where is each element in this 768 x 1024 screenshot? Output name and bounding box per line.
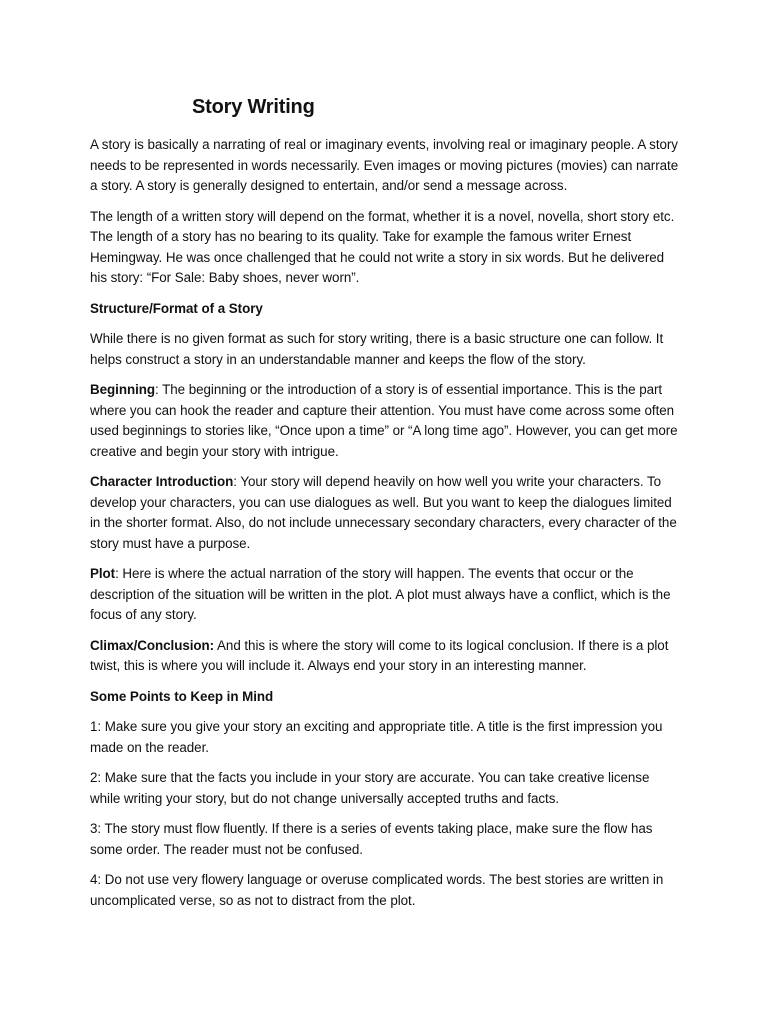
structure-description: : Here is where the actual narration of the story will happen. The events that occur or the description of the situation will be written in the plot. A plot must always have a conflict, which is the focus of any story.	[90, 566, 671, 622]
structure-term: Plot	[90, 566, 116, 581]
point-item-3: 3: The story must flow fluently. If there is a series of events taking place, make sure the flow has some order. The reader must not be confused.	[90, 821, 653, 857]
structure-intro-paragraph: While there is no given format as such for story writing, there is a basic structure one can follow. It helps construct a story in an understandable manner and keeps the flow of the story.	[90, 331, 664, 367]
intro-paragraph-1: A story is basically a narrating of real or imaginary events, involving real or imaginary people. A story needs to be represented in words necessarily. Even images or moving pictures (movies) can narrate a story. A story is generally designed to entertain, and/or send a message across.	[90, 137, 679, 193]
document-title: Story Writing	[192, 96, 315, 118]
structure-term: Beginning	[90, 382, 156, 397]
structure-item-character-introduction	[90, 472, 682, 554]
section-heading-points: Some Points to Keep in Mind	[90, 688, 274, 704]
structure-description: And this is where the story will come to its logical conclusion. If there is a plot twist, this is where you will include it. Always end your story in an interesting manner.	[90, 637, 669, 673]
structure-term: Climax/Conclusion:	[90, 637, 215, 653]
point-item-2: 2: Make sure that the facts you include in your story are accurate. You can take creative license while writing your story, but do not change universally accepted truths and facts.	[90, 770, 650, 806]
structure-description: : The beginning or the introduction of a story is of essential importance. This is the part where you can hook the reader and capture their attention. You must have come across some often used beginnings to stories like, “Once upon a time” or “A long time ago”. However, you can get more creative and begin your story with intrigue.	[90, 382, 678, 459]
document-body	[90, 135, 682, 921]
point-item-4: 4: Do not use very flowery language or overuse complicated words. The best stories are written in uncomplicated verse, so as not to distract from the plot.	[90, 872, 664, 908]
structure-description: : Your story will depend heavily on how well you write your characters. To develop your characters, you can use dialogues as well. But you want to keep the dialogues limited in the shorter format. Also, do not include unnecessary secondary characters, every character of the story must have a purpose.	[90, 474, 677, 551]
structure-item-beginning	[90, 380, 682, 462]
structure-term: Character Introduction	[90, 474, 234, 489]
point-item-1: 1: Make sure you give your story an exciting and appropriate title. A title is the first impression you made on the reader.	[90, 719, 663, 755]
section-heading-structure: Structure/Format of a Story	[90, 300, 263, 316]
structure-item-climax-conclusion	[90, 636, 682, 677]
intro-paragraph-2: The length of a written story will depend on the format, whether it is a novel, novella, short story etc. The length of a story has no bearing to its quality. Take for example the famous writer Ernest Hemingway. He was once challenged that he could not write a story in six words. But he delivered his story: “For Sale: Baby shoes, never worn”.	[90, 208, 675, 285]
structure-item-plot	[90, 564, 682, 626]
